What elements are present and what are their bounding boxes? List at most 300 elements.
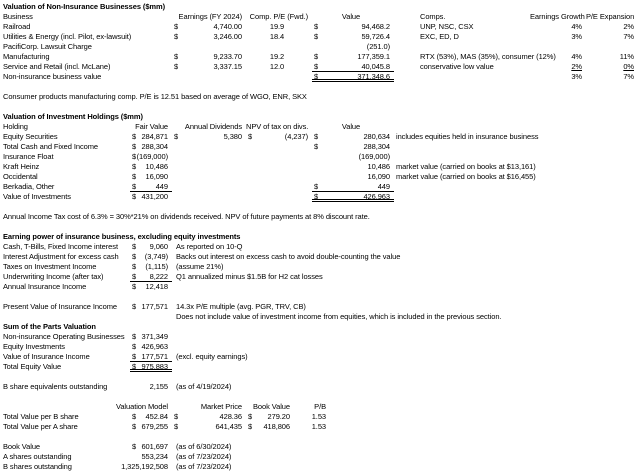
cell-text: 7% xyxy=(623,32,634,41)
cell-value: 601,697 xyxy=(141,442,168,451)
cell xyxy=(172,182,246,192)
cell-text: (as of 4/19/2024) xyxy=(176,382,232,391)
cell-text: includes equities held in insurance business xyxy=(396,132,539,141)
label-cell xyxy=(0,22,130,32)
row-pv-insurance-income xyxy=(0,302,640,312)
cell-text: Annual Income Tax cost of 6.3% = 30%*21% on dividends received. NPV of future payments at 8% discount rate. xyxy=(3,212,370,221)
cell xyxy=(172,402,246,412)
cell-value: 288,304 xyxy=(141,142,168,151)
cell xyxy=(312,122,394,132)
cell-value: 3,337.15 xyxy=(213,62,242,71)
cell-value: (4,237) xyxy=(284,132,308,141)
cell xyxy=(130,122,172,132)
amount-cell xyxy=(130,342,172,352)
cell xyxy=(394,162,640,172)
cell-text: Insurance Float xyxy=(3,152,54,161)
section-title xyxy=(0,322,640,332)
label-cell xyxy=(0,362,130,372)
cell-text: Holding xyxy=(3,122,28,131)
currency-symbol: $ xyxy=(174,22,179,31)
cell-text: Valuation of Investment Holdings ($mm) xyxy=(3,112,143,121)
amount-cell xyxy=(130,282,172,292)
amount-cell xyxy=(246,412,294,422)
label-cell xyxy=(0,422,130,432)
currency-symbol: $ xyxy=(132,262,137,271)
currency-symbol: $ xyxy=(314,52,319,61)
sum-of-the-parts xyxy=(0,322,640,402)
cell xyxy=(586,32,638,42)
amount-cell xyxy=(130,362,172,372)
row-value-of-investments xyxy=(0,192,640,202)
cell xyxy=(172,172,246,182)
row-pacificorp-lawsuit xyxy=(0,42,640,52)
cell xyxy=(0,212,640,222)
cell-text: 2,155 xyxy=(149,382,168,391)
label-cell xyxy=(0,342,130,352)
label-cell xyxy=(0,332,130,342)
amount-cell xyxy=(130,412,172,422)
label-cell xyxy=(0,252,130,262)
cell-text: Manufacturing xyxy=(3,52,50,61)
currency-symbol: $ xyxy=(132,302,137,311)
cell xyxy=(130,62,172,72)
cell-text: Total Value per A share xyxy=(3,422,78,431)
currency-symbol: $ xyxy=(132,142,137,151)
cell-text: 553,234 xyxy=(141,452,168,461)
cell-value: 426,963 xyxy=(363,192,390,201)
amount-cell xyxy=(246,422,294,432)
amount-cell xyxy=(130,442,172,452)
amount-cell xyxy=(172,132,246,142)
cell xyxy=(246,402,294,412)
row-equity-securities xyxy=(0,132,640,142)
label-cell xyxy=(0,132,130,142)
currency-symbol: $ xyxy=(174,422,179,431)
cell xyxy=(246,182,312,192)
currency-symbol: $ xyxy=(314,62,319,71)
cell-text: (assume 21%) xyxy=(176,262,224,271)
currency-symbol: $ xyxy=(314,32,319,41)
cell xyxy=(246,22,312,32)
cell-text: Valuation Model xyxy=(115,402,168,411)
cell-text: 12.0 xyxy=(269,62,285,71)
cell xyxy=(246,192,312,202)
amount-cell xyxy=(172,22,246,32)
currency-symbol: $ xyxy=(132,132,137,141)
row-non-insurance-total xyxy=(0,72,640,82)
row xyxy=(0,432,640,442)
cell-value: 449 xyxy=(377,182,390,191)
row-occidental xyxy=(0,172,640,182)
cell-value: 177,571 xyxy=(141,352,168,361)
cell-value: 418,806 xyxy=(263,422,290,431)
cell xyxy=(172,312,640,322)
cell-value: 12,418 xyxy=(145,282,168,291)
cell-value: 284,871 xyxy=(141,132,168,141)
cell-text: Occidental xyxy=(3,172,38,181)
amount-cell xyxy=(130,352,172,362)
cell-text: PacifiCorp. Lawsuit Charge xyxy=(3,42,92,51)
cell-text: conservative low value xyxy=(420,62,494,71)
amount-cell xyxy=(130,262,172,272)
cell-text: (169,000) xyxy=(358,152,390,161)
row-fixed-income-interest xyxy=(0,242,640,252)
amount-cell xyxy=(130,272,172,282)
amount-cell xyxy=(130,142,172,152)
amount-cell xyxy=(312,22,394,32)
cell-text: 1,325,192,508 xyxy=(121,462,168,471)
currency-symbol: $ xyxy=(314,22,319,31)
currency-symbol: $ xyxy=(174,32,179,41)
cell-text: Total Cash and Fixed Income xyxy=(3,142,98,151)
cell-value: 10,486 xyxy=(145,162,168,171)
row-underwriting-income xyxy=(0,272,640,282)
cell-text: 7% xyxy=(623,72,634,81)
row-book-value xyxy=(0,442,640,452)
cell-text: Total Value per B share xyxy=(3,412,79,421)
cell-text: (excl. equity earnings) xyxy=(176,352,248,361)
amount-cell xyxy=(130,252,172,262)
row xyxy=(0,292,640,302)
row xyxy=(0,222,640,232)
cell xyxy=(394,72,530,82)
cell-value: 449 xyxy=(155,182,168,191)
cell xyxy=(0,322,640,332)
row-annual-insurance-income xyxy=(0,282,640,292)
cell-value: 3,246.00 xyxy=(213,32,242,41)
currency-symbol: $ xyxy=(132,332,137,341)
cell-value: 5,380 xyxy=(223,132,242,141)
label-cell xyxy=(0,412,130,422)
amount-cell xyxy=(130,132,172,142)
amount-cell xyxy=(130,192,172,202)
currency-symbol: $ xyxy=(314,72,319,81)
cell-text: 1.53 xyxy=(311,412,326,421)
cell xyxy=(172,302,640,312)
cell-text: 3% xyxy=(571,72,582,81)
cell xyxy=(394,22,530,32)
cell-text: B share equivalents outstanding xyxy=(3,382,108,391)
cell-text: 2% xyxy=(571,62,582,71)
cell-text: B shares outstanding xyxy=(3,462,72,471)
cell xyxy=(130,452,172,462)
amount-cell xyxy=(130,422,172,432)
cell xyxy=(172,442,640,452)
amount-cell xyxy=(172,52,246,62)
cell-value: 9,233.70 xyxy=(213,52,242,61)
amount-cell xyxy=(172,32,246,42)
cell-text: Underwriting Income (after tax) xyxy=(3,272,104,281)
column-headers xyxy=(0,402,640,412)
cell xyxy=(130,32,172,42)
cell xyxy=(246,152,312,162)
cell xyxy=(172,162,246,172)
currency-symbol: $ xyxy=(174,412,179,421)
cell-text: Does not include value of investment income from equities, which is included in the previous section. xyxy=(176,312,502,321)
amount-cell xyxy=(312,192,394,202)
amount-cell xyxy=(246,132,312,142)
cell-value: 428.36 xyxy=(219,412,242,421)
row xyxy=(0,82,640,92)
cell xyxy=(246,52,312,62)
cell-text: UNP, NSC, CSX xyxy=(420,22,474,31)
cell xyxy=(312,12,394,22)
cell-text: market value (carried on books at $16,455) xyxy=(396,172,536,181)
currency-symbol: $ xyxy=(132,242,137,251)
cell-text: Business xyxy=(3,12,33,21)
investment-holdings xyxy=(0,112,640,232)
cell-value: 94,468.2 xyxy=(361,22,390,31)
currency-symbol: $ xyxy=(132,442,137,451)
cell xyxy=(246,142,312,152)
row xyxy=(0,202,640,212)
currency-symbol: $ xyxy=(132,182,137,191)
cell-text: Total Equity Value xyxy=(3,362,62,371)
cell-value: 279.20 xyxy=(267,412,290,421)
row-value-per-b-share xyxy=(0,412,640,422)
column-headers xyxy=(0,122,640,132)
cell-text: Non-insurance business value xyxy=(3,72,102,81)
cell xyxy=(130,52,172,62)
currency-symbol: $ xyxy=(132,362,137,371)
row-insurance-income-value xyxy=(0,352,640,362)
label-cell xyxy=(0,272,130,282)
cell xyxy=(586,72,638,82)
currency-symbol: $ xyxy=(132,252,137,261)
cell-text: Annual Insurance Income xyxy=(3,282,87,291)
cell xyxy=(294,422,330,432)
cell xyxy=(312,162,394,172)
cell xyxy=(246,162,312,172)
currency-symbol: $ xyxy=(314,142,319,151)
cell xyxy=(172,12,246,22)
cell xyxy=(172,262,640,272)
cell-text: 4% xyxy=(571,22,582,31)
cell xyxy=(394,172,640,182)
note-dividend-tax xyxy=(0,212,640,222)
amount-cell xyxy=(312,32,394,42)
label-cell xyxy=(0,52,130,62)
label-cell xyxy=(0,62,130,72)
cell-text: Sum of the Parts Valuation xyxy=(3,322,96,331)
label-cell xyxy=(0,282,130,292)
cell xyxy=(130,382,172,392)
label-cell xyxy=(0,312,130,322)
amount-cell xyxy=(172,62,246,72)
cell xyxy=(172,242,640,252)
cell-value: 641,435 xyxy=(215,422,242,431)
row xyxy=(0,392,640,402)
cell-value: 16,090 xyxy=(145,172,168,181)
cell xyxy=(246,72,312,82)
cell xyxy=(586,52,638,62)
currency-symbol: $ xyxy=(132,342,137,351)
amount-cell xyxy=(130,182,172,192)
cell-value: (1,115) xyxy=(145,262,168,271)
cell xyxy=(246,32,312,42)
section-title xyxy=(0,112,640,122)
label-cell xyxy=(0,142,130,152)
amount-cell xyxy=(312,142,394,152)
currency-symbol: $ xyxy=(132,282,137,291)
amount-cell xyxy=(312,182,394,192)
cell xyxy=(394,132,640,142)
column-headers xyxy=(0,12,640,22)
label-cell xyxy=(0,122,130,132)
cell-text: Market Price xyxy=(200,402,242,411)
cell-text: Earnings (FY 2024) xyxy=(178,12,242,21)
cell-text: Present Value of Insurance Income xyxy=(3,302,117,311)
currency-symbol: $ xyxy=(314,182,319,191)
amount-cell xyxy=(130,172,172,182)
cell-text: Backs out interest on excess cash to avoid double-counting the value xyxy=(176,252,401,261)
cell-value: 371,348.6 xyxy=(357,72,390,81)
cell-value: 426,963 xyxy=(141,342,168,351)
cell-text: 19.9 xyxy=(269,22,285,31)
cell-value: 679,255 xyxy=(141,422,168,431)
label-cell xyxy=(0,462,130,472)
cell-text: Value xyxy=(341,122,361,131)
label-cell xyxy=(0,442,130,452)
row-b-share-equivalents xyxy=(0,382,640,392)
cell-text: Comps. xyxy=(420,12,446,21)
cell xyxy=(246,12,312,22)
cell-value: (3,749) xyxy=(144,252,168,261)
row-kraft-heinz xyxy=(0,162,640,172)
cell-text: Berkadia, Other xyxy=(3,182,55,191)
row-b-shares-outstanding xyxy=(0,462,640,472)
cell-value: 8,222 xyxy=(149,272,168,281)
currency-symbol: $ xyxy=(132,192,137,201)
cell-text: Railroad xyxy=(3,22,31,31)
cell-text: Equity Investments xyxy=(3,342,65,351)
cell-text: 0% xyxy=(623,62,634,71)
cell-text: 4% xyxy=(571,52,582,61)
cell xyxy=(130,312,172,322)
cell xyxy=(172,352,640,362)
cell-text: Cash, T-Bills, Fixed Income interest xyxy=(3,242,118,251)
row-berkadia-other xyxy=(0,182,640,192)
cell xyxy=(530,62,586,72)
currency-symbol: $ xyxy=(132,162,137,171)
cell xyxy=(130,72,172,82)
cell xyxy=(312,152,394,162)
currency-symbol: $ xyxy=(314,192,319,201)
row-a-shares-outstanding xyxy=(0,452,640,462)
cell xyxy=(0,92,640,102)
cell xyxy=(294,412,330,422)
row-investment-income-taxes xyxy=(0,262,640,272)
cell xyxy=(0,402,172,412)
amount-cell xyxy=(172,412,246,422)
label-cell xyxy=(0,152,130,162)
cell-text: A shares outstanding xyxy=(3,452,72,461)
row xyxy=(0,102,640,112)
cell-text: 3% xyxy=(571,32,582,41)
cell-text: Consumer products manufacturing comp. P/E is 12.51 based on average of WGO, ENR, SKX xyxy=(3,92,307,101)
cell xyxy=(172,382,640,392)
cell-text: Book Value xyxy=(3,442,41,451)
cell-text: EXC, ED, D xyxy=(420,32,459,41)
section-title xyxy=(0,232,640,242)
cell-text: 14.3x P/E multiple (avg. PGR, TRV, CB) xyxy=(176,302,306,311)
cell-text: 18.4 xyxy=(269,32,285,41)
row-railroad xyxy=(0,22,640,32)
cell-text: 11% xyxy=(619,52,634,61)
cell-value: 59,726.4 xyxy=(361,32,390,41)
amount-cell xyxy=(312,62,394,72)
cell xyxy=(394,62,530,72)
cell-text: (251.0) xyxy=(366,42,390,51)
cell-text: 2% xyxy=(623,22,634,31)
cell-text: Equity Securities xyxy=(3,132,58,141)
currency-symbol: $ xyxy=(248,422,253,431)
cell-text: Value of Investments xyxy=(3,192,71,201)
cell-value: 40,045.8 xyxy=(361,62,390,71)
note-consumer-pe xyxy=(0,92,640,102)
cell xyxy=(530,32,586,42)
label-cell xyxy=(0,162,130,172)
cell-value: 280,634 xyxy=(363,132,390,141)
cell-value: 452.84 xyxy=(145,412,168,421)
cell xyxy=(586,12,638,22)
cell-text: As reported on 10-Q xyxy=(176,242,243,251)
currency-symbol: $ xyxy=(248,412,253,421)
row-service-retail xyxy=(0,62,640,72)
currency-symbol: $ xyxy=(248,132,253,141)
amount-cell xyxy=(130,302,172,312)
cell-text: Q1 annualized minus $1.5B for H2 cat losses xyxy=(176,272,323,281)
amount-cell xyxy=(130,242,172,252)
currency-symbol: $ xyxy=(132,152,137,161)
cell xyxy=(172,42,246,52)
cell xyxy=(0,2,640,12)
cell xyxy=(0,112,640,122)
cell xyxy=(172,252,640,262)
cell xyxy=(0,232,640,242)
amount-cell xyxy=(130,152,172,162)
cell xyxy=(530,22,586,32)
cell xyxy=(530,52,586,62)
cell-text: P/B xyxy=(314,402,326,411)
cell-text: (as of 6/30/2024) xyxy=(176,442,232,451)
cell xyxy=(172,272,640,282)
row xyxy=(0,372,640,382)
cell-text: Non-insurance Operating Businesses xyxy=(3,332,125,341)
label-cell xyxy=(0,452,130,462)
currency-symbol: $ xyxy=(132,272,137,281)
row-excess-cash-adjustment xyxy=(0,252,640,262)
cell-text: Value of Insurance Income xyxy=(3,352,90,361)
label-cell xyxy=(0,302,130,312)
label-cell xyxy=(0,72,130,82)
amount-cell xyxy=(172,422,246,432)
cell-value: 177,571 xyxy=(141,302,168,311)
amount-cell xyxy=(312,132,394,142)
cell-value: 9,060 xyxy=(149,242,168,251)
label-cell xyxy=(0,192,130,202)
cell xyxy=(312,42,394,52)
cell-value: 288,304 xyxy=(363,142,390,151)
label-cell xyxy=(0,262,130,272)
cell xyxy=(172,462,640,472)
row-equity-investments xyxy=(0,342,640,352)
cell-value: 177,359.1 xyxy=(357,52,390,61)
label-cell xyxy=(0,32,130,42)
cell-text: Value xyxy=(341,12,361,21)
cell-text: Book Value xyxy=(252,402,290,411)
cell xyxy=(586,22,638,32)
